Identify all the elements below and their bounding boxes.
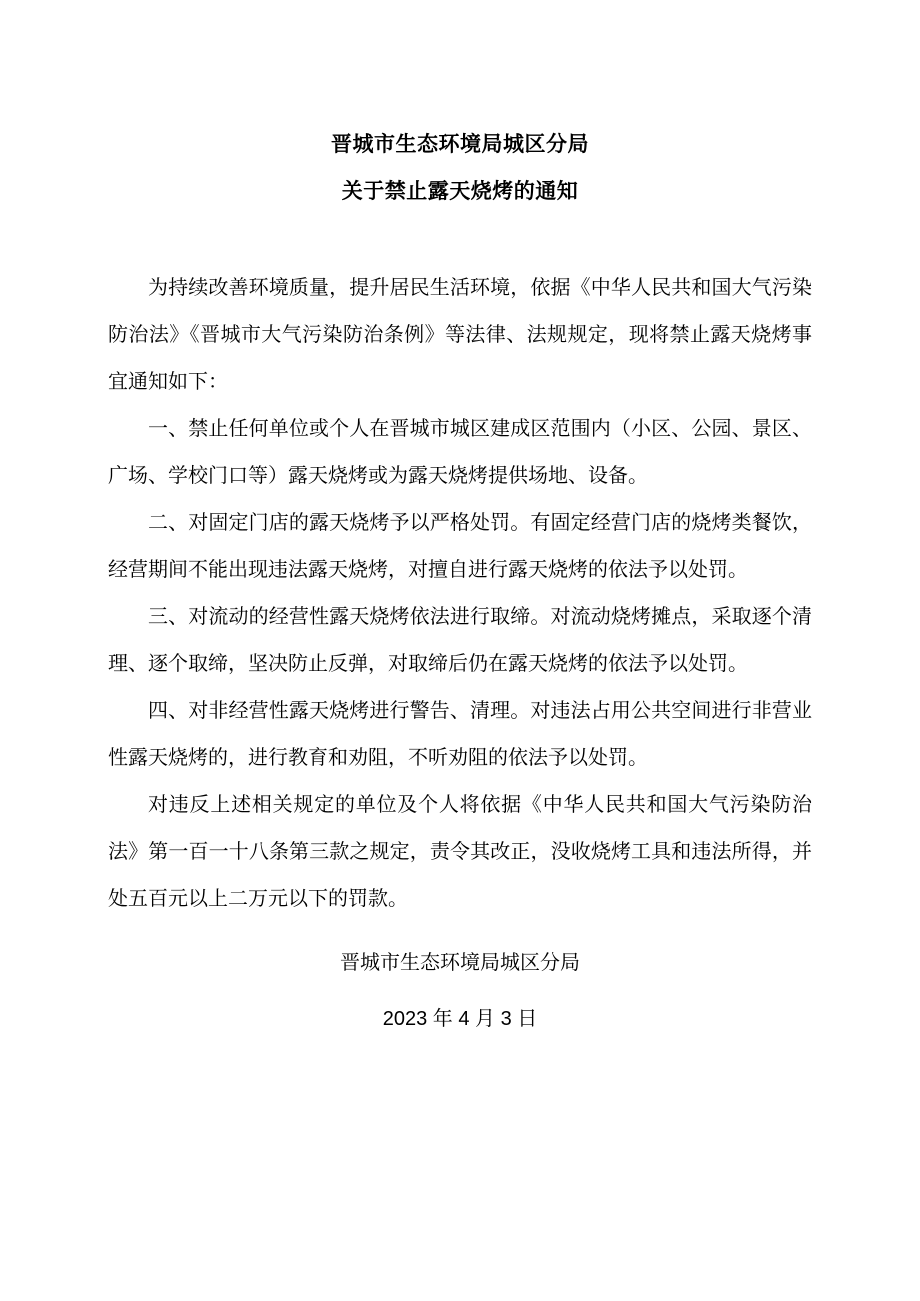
document-body [108, 264, 812, 922]
document-title-line1: 晋城市生态环境局城区分局 [331, 132, 589, 156]
paragraph-item-3: 三、对流动的经营性露天烧烤依法进行取缔。对流动烧烤摊点，采取逐个清理、逐个取缔，坚决防止反弹，对取缔后仍在露天烧烤的依法予以处罚。 [108, 604, 812, 675]
paragraph-intro: 为持续改善环境质量，提升居民生活环境，依据《中华人民共和国大气污染防治法》《晋城市大气污染防治条例》等法律、法规规定，现将禁止露天烧烤事宜通知如下： [108, 275, 812, 393]
paragraph-item-1: 一、禁止任何单位或个人在晋城市城区建成区范围内（小区、公园、景区、广场、学校门口等）露天烧烤或为露天烧烤提供场地、设备。 [108, 416, 812, 487]
document-title-line2: 关于禁止露天烧烤的通知 [341, 179, 579, 203]
signature-organization: 晋城市生态环境局城区分局 [340, 950, 580, 974]
paragraph-penalty: 对违反上述相关规定的单位及个人将依据《中华人民共和国大气污染防治法》第一百一十八条第三款之规定，责令其改正，没收烧烤工具和违法所得，并处五百元以上二万元以下的罚款。 [108, 792, 812, 910]
paragraph-item-4: 四、对非经营性露天烧烤进行警告、清理。对违法占用公共空间进行非营业性露天烧烤的，进行教育和劝阻，不听劝阻的依法予以处罚。 [108, 698, 812, 769]
paragraph-item-2: 二、对固定门店的露天烧烤予以严格处罚。有固定经营门店的烧烤类餐饮，经营期间不能出现违法露天烧烤，对擅自进行露天烧烤的依法予以处罚。 [108, 510, 812, 581]
signature-date: 2023 年 4 月 3 日 [382, 1008, 538, 1030]
